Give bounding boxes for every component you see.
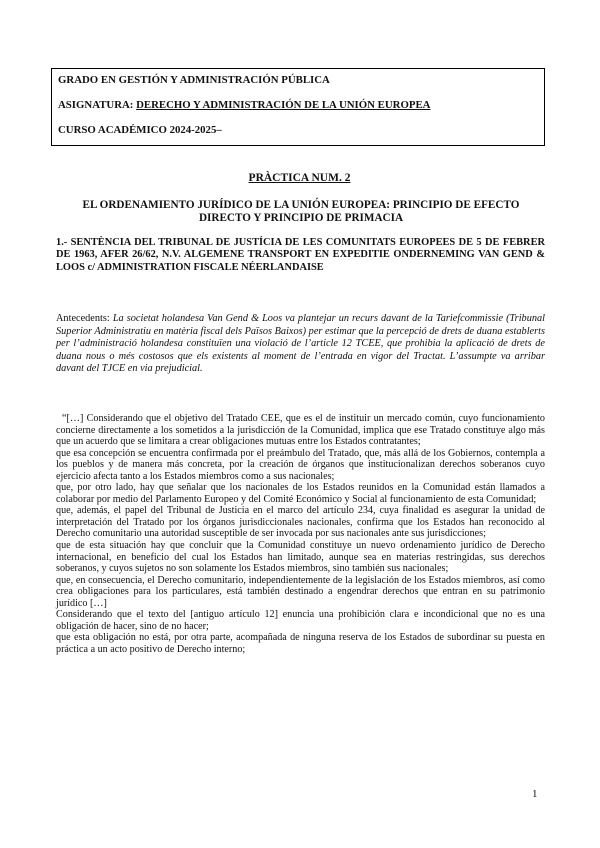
section-title: 1.- SENTÈNCIA DEL TRIBUNAL DE JUSTÍCIA DE LES COMUNITATS EUROPEES DE 5 DE FEBRER DE 1963, AFER 26/62, N.V. ALGEMENE TRANSPORT EN EXPEDITIE ONDERNEMING VAN GEND & LOOS c/ ADMINISTRATION FISCALE NÉERLANDAISE xyxy=(56,237,545,273)
quote-paragraph: que, por otro lado, hay que señalar que los nacionales de los Estados reunidos en la Comunidad están llamados a colaborar por medio del Parlamento Europeo y del Comité Económico y Social al funcionamiento de esta Comunidad; xyxy=(56,482,545,505)
academic-year-line: CURSO ACADÉMICO 2024-2025– xyxy=(58,124,222,136)
antecedents-label: Antecedents: xyxy=(56,313,113,324)
main-title: EL ORDENAMIENTO JURÍDICO DE LA UNIÓN EUROPEA: PRINCIPIO DE EFECTO DIRECTO Y PRINCIPIO DE PRIMACIA xyxy=(82,199,520,224)
degree-line: GRADO EN GESTIÓN Y ADMINISTRACIÓN PÚBLICA xyxy=(58,74,330,86)
page-number: 1 xyxy=(532,788,538,800)
quote-paragraph: que esta obligación no está, por otra parte, acompañada de ninguna reserva de los Estados de subordinar su puesta en práctica a un acto positivo de Derecho interno; xyxy=(56,632,545,655)
practice-title: PRÀCTICA NUM. 2 xyxy=(248,172,351,184)
quote-paragraph: que de esta situación hay que concluir que la Comunidad constituye un nuevo ordenamiento jurídico de Derecho internacional, en beneficio del cual los Estados han limitado, aunque sea en materias restringidas, sus derechos soberanos, y cuyos sujetos no son solamente los Estados miembros, sino también sus nacionales; xyxy=(56,540,545,575)
quote-paragraph: que, además, el papel del Tribunal de Justicia en el marco del artículo 234, cuya finalidad es asegurar la unidad de interpretación del Tratado por los órganos jurisdiccionales nacionales, confirma que los Estados han reconocido al Derecho comunitario una autoridad susceptible de ser invocada por sus nacionales ante sus jurisdicciones; xyxy=(56,505,545,540)
subject-name: DERECHO Y ADMINISTRACIÓN DE LA UNIÓN EUROPEA xyxy=(136,99,431,111)
quote-paragraph: que, en consecuencia, el Derecho comunitario, independientemente de la legislación de los Estados miembros, así como crea obligaciones para los particulares, está también destinado a engendrar derechos que entran en su patrimonio jurídico […] xyxy=(56,574,545,609)
subject-line xyxy=(58,99,538,111)
quote-paragraph: que esa concepción se encuentra confirmada por el preámbulo del Tratado, que, más allá de los Gobiernos, contempla a los pueblos y de manera más concreta, por la creación de órganos que institucionalizan derechos soberanos cuyo ejercicio afecta tanto a los Estados miembros como a sus nacionales; xyxy=(56,447,545,482)
antecedents-text: La societat holandesa Van Gend & Loos va plantejar un recurs davant de la Tariefcommissie (Tribunal Superior Administratiu en matèria fiscal dels Països Baixos) per estimar que la percepció de drets de duana establerts per l’administració holandesa constituïen una violació de l’article 12 TCEE, que prohibia la aplicació de drets de duana nous o més costosos que els existents al moment de l’entrada en vigor del Tractat. L’assumpte va arribar davant del TJCE en via prejudicial. xyxy=(56,313,546,374)
quote-paragraph: Considerando que el texto del [antiguo artículo 12] enuncia una prohibición clara e incondicional que no es una obligación de hacer, sino de no hacer; xyxy=(56,609,545,632)
judgment-quote xyxy=(56,413,545,655)
course-header-box xyxy=(51,68,545,146)
quote-paragraph: “[…] Considerando que el objetivo del Tratado CEE, que es el de instituir un mercado común, cuyo funcionamiento concierne directamente a los sometidos a la jurisdicción de la Comunidad, implica que ese Tratado constituye algo más que un acuerdo que se limitara a crear obligaciones mutuas entre los Estados contratantes; xyxy=(56,413,545,448)
antecedents-paragraph xyxy=(56,313,545,376)
subject-label: ASIGNATURA: xyxy=(58,99,137,111)
